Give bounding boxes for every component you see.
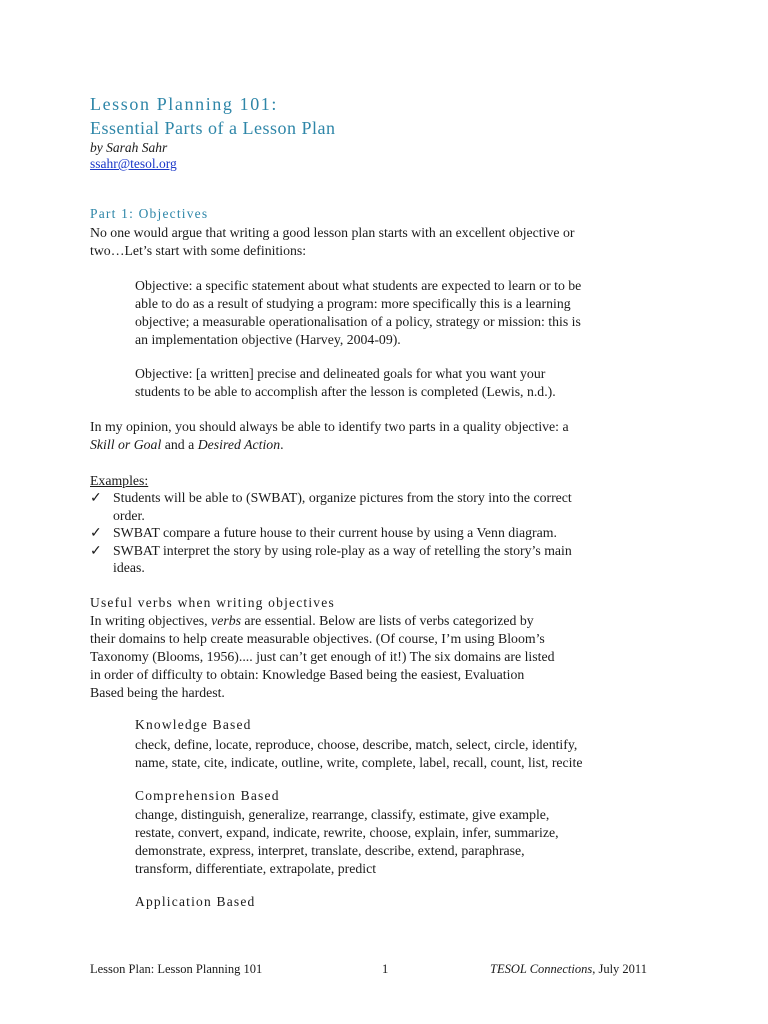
text-line: two…Let’s start with some definitions: <box>90 243 307 258</box>
text-line: order. <box>113 507 145 523</box>
definition-2 <box>135 365 556 401</box>
text-line: objective; a measurable operationalisation of a policy, strategy or mission: this is <box>135 314 581 329</box>
author-email-link[interactable]: ssahr@tesol.org <box>90 156 177 171</box>
desired-action-term: Desired Action <box>197 437 281 452</box>
document-subtitle: Essential Parts of a Lesson Plan <box>90 118 336 138</box>
knowledge-heading: Knowledge Based <box>135 717 252 732</box>
definition-1 <box>135 277 581 349</box>
text-line: Taxonomy (Blooms, 1956).... just can’t get enough of it!) The six domains are listed <box>90 649 555 664</box>
page-number: 1 <box>382 962 389 976</box>
verbs-heading: Useful verbs when writing objectives <box>90 595 335 610</box>
footer-left: Lesson Plan: Lesson Planning 101 <box>90 962 263 976</box>
text-line: students to be able to accomplish after the lesson is completed (Lewis, n.d.). <box>135 384 556 399</box>
footer-right <box>490 962 647 977</box>
text-line: Objective: a specific statement about what students are expected to learn or to be <box>135 278 582 293</box>
comprehension-heading: Comprehension Based <box>135 788 280 803</box>
text-line: an implementation objective (Harvey, 2004-09). <box>135 332 401 347</box>
list-item <box>90 542 572 577</box>
text-fragment: . <box>280 437 284 452</box>
text-line: name, state, cite, indicate, outline, write, complete, label, recall, count, list, recite <box>135 755 583 770</box>
text-line: check, define, locate, reproduce, choose, describe, match, select, circle, identify, <box>135 737 578 752</box>
text-line: ideas. <box>113 560 145 575</box>
author-byline: by Sarah Sahr <box>90 140 168 155</box>
skill-goal-term: Skill or Goal <box>90 437 162 452</box>
knowledge-verbs <box>135 736 582 772</box>
text-line: Based being the hardest. <box>90 685 225 700</box>
text-line: able to do as a result of studying a program: more specifically this is a learning <box>135 296 571 311</box>
text-line: Students will be able to (SWBAT), organize pictures from the story into the correct <box>113 490 572 505</box>
checkmark-icon: ✓ <box>90 525 102 540</box>
text-line: No one would argue that writing a good lesson plan starts with an excellent objective or <box>90 225 575 240</box>
part1-heading: Part 1: Objectives <box>90 206 209 221</box>
verbs-intro <box>90 612 554 702</box>
comprehension-verbs <box>135 806 559 878</box>
text-line: transform, differentiate, extrapolate, predict <box>135 861 377 876</box>
text-line: SWBAT compare a future house to their current house by using a Venn diagram. <box>113 525 557 540</box>
text-fragment: are essential. Below are lists of verbs categorized by <box>240 613 534 628</box>
footer-date: , July 2011 <box>592 962 647 976</box>
text-line <box>90 612 554 630</box>
text-fragment: and a <box>161 437 198 452</box>
document-title: Lesson Planning 101: <box>90 94 278 114</box>
text-line <box>90 436 569 454</box>
text-line: their domains to help create measurable objectives. (Of course, I’m using Bloom’s <box>90 631 545 646</box>
list-item <box>90 489 572 524</box>
part1-intro <box>90 224 574 260</box>
examples-label: Examples: <box>90 473 149 488</box>
text-line: restate, convert, expand, indicate, rewrite, choose, explain, infer, summarize, <box>135 825 559 840</box>
checkmark-icon: ✓ <box>90 490 102 505</box>
journal-name: TESOL Connections <box>490 962 593 976</box>
text-line: demonstrate, express, interpret, translate, describe, extend, paraphrase, <box>135 843 525 858</box>
checkmark-icon: ✓ <box>90 542 102 558</box>
opinion-paragraph <box>90 418 569 454</box>
text-fragment: In writing objectives, <box>90 613 212 628</box>
verbs-term: verbs <box>211 613 241 628</box>
list-item <box>90 524 572 542</box>
examples-list <box>90 489 572 577</box>
application-heading: Application Based <box>135 894 256 909</box>
text-line: in order of difficulty to obtain: Knowledge Based being the easiest, Evaluation <box>90 667 525 682</box>
text-line: SWBAT interpret the story by using role-play as a way of retelling the story’s main <box>113 542 572 558</box>
text-line: change, distinguish, generalize, rearrange, classify, estimate, give example, <box>135 807 550 822</box>
text-line: In my opinion, you should always be able to identify two parts in a quality objective: a <box>90 419 569 434</box>
text-line: Objective: [a written] precise and delineated goals for what you want your <box>135 366 546 381</box>
